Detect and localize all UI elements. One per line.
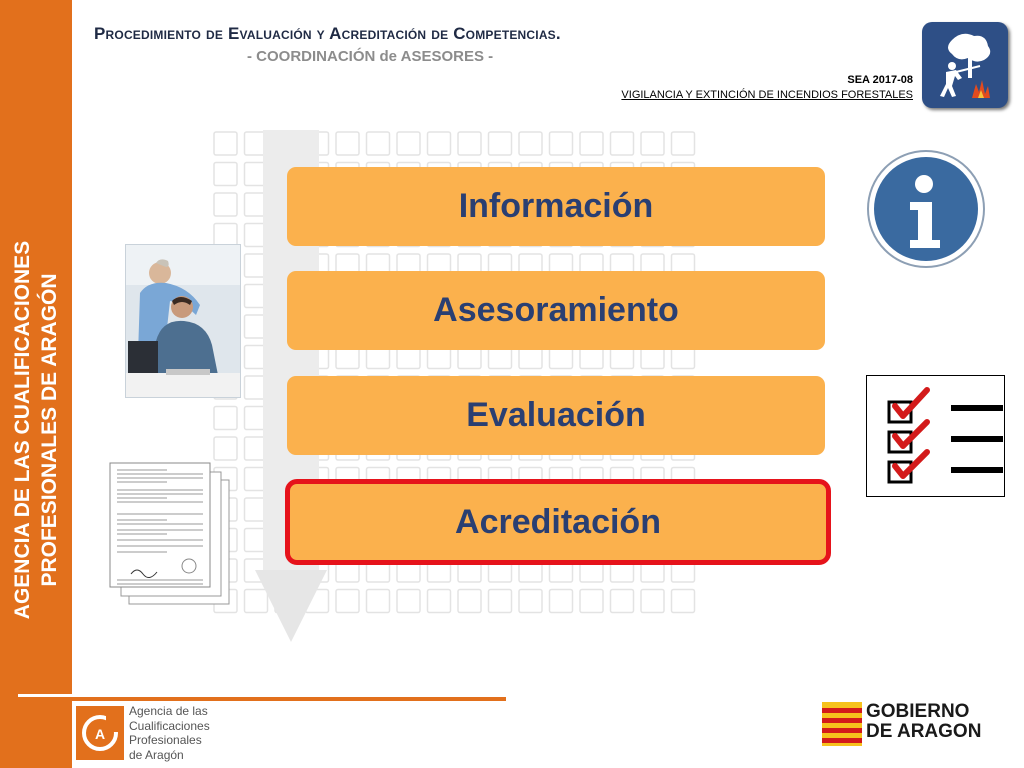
step-evaluacion[interactable]: [287, 376, 825, 455]
bottom-rule: [72, 697, 506, 701]
page-subtitle: - COORDINACIÓN de ASESORES -: [247, 48, 494, 65]
step-asesoramiento[interactable]: [287, 271, 825, 350]
agency-line-3: Profesionales: [129, 733, 202, 748]
checklist-icon: [866, 375, 1005, 497]
sidebar-line-1: AGENCIA DE LAS CUALIFICACIONES: [11, 240, 34, 620]
page-title: [94, 24, 561, 44]
government-logo: [822, 702, 1002, 751]
step-label: Acreditación: [455, 502, 661, 541]
qualification-name: VIGILANCIA Y EXTINCIÓN DE INCENDIOS FORESTALES: [621, 89, 913, 101]
gov-line-1: GOBIERNO: [866, 701, 970, 722]
qualification-code: SEA 2017-08: [847, 74, 913, 86]
step-acreditacion[interactable]: [285, 479, 831, 565]
agency-line-1: Agencia de las: [129, 704, 208, 718]
step-label: Evaluación: [466, 396, 646, 434]
sidebar-line-2: PROFESIONALES DE ARAGÓN: [38, 273, 61, 587]
info-icon: [866, 150, 988, 272]
agency-logo: [76, 706, 128, 762]
page-title-text: Procedimiento de Evaluación y Acreditación de Competencias.: [94, 24, 561, 43]
agency-line-4: de Aragón: [129, 747, 184, 762]
svg-text:A: A: [94, 726, 106, 742]
gov-line-2: DE ARAGON: [866, 721, 982, 742]
step-label: Asesoramiento: [433, 291, 679, 329]
agency-line-2: Cualificaciones: [129, 718, 210, 733]
step-informacion[interactable]: [287, 167, 825, 246]
step-label: Información: [458, 187, 654, 225]
agency-footer-name: [129, 704, 210, 762]
advisor-photo: [125, 244, 241, 398]
sidebar-band: [0, 0, 72, 768]
firefighter-icon: [922, 22, 1008, 108]
sidebar-agency-name: [9, 241, 63, 619]
documents-icon: [107, 462, 231, 606]
sidebar-tick: [18, 694, 72, 697]
